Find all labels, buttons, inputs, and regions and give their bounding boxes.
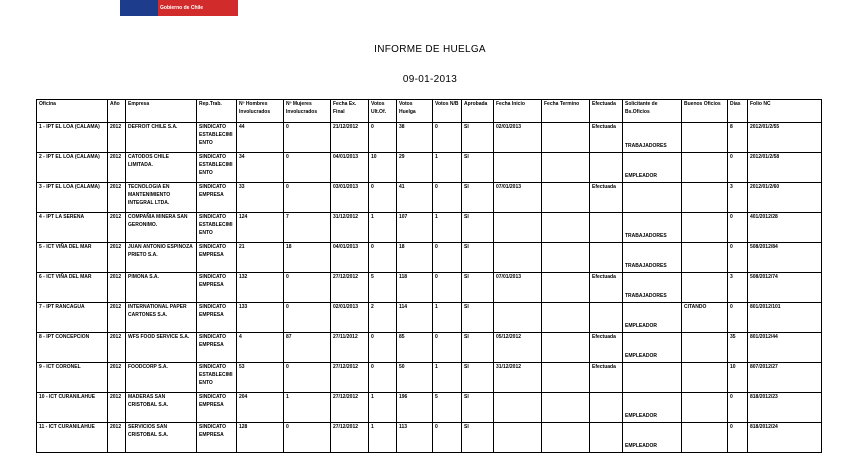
table-cell: 124 [237, 213, 284, 243]
table-cell: WFS FOOD SERVICE S.A. [126, 333, 197, 363]
table-cell: 118 [397, 273, 433, 303]
table-cell: 0 [284, 273, 331, 303]
table-cell [623, 183, 682, 213]
table-cell: SINDICATO EMPRESA [197, 243, 237, 273]
table-cell [542, 303, 590, 333]
column-header: Folio NC [748, 100, 822, 123]
table-cell: 33 [237, 183, 284, 213]
table-cell: 0 [728, 213, 748, 243]
table-cell: SI [462, 183, 494, 213]
table-cell: 31/12/2012 [494, 363, 542, 393]
table-cell: 0 [284, 423, 331, 453]
column-header: Solicitante de Bs.Oficios [623, 100, 682, 123]
table-cell [682, 423, 728, 453]
table-cell [682, 243, 728, 273]
table-cell: 0 [369, 123, 397, 153]
table-cell: SI [462, 423, 494, 453]
column-header: Año [108, 100, 126, 123]
table-cell [682, 183, 728, 213]
table-cell: 2012 [108, 183, 126, 213]
table-cell: 44 [237, 123, 284, 153]
table-cell [542, 363, 590, 393]
table-cell: 0 [433, 123, 462, 153]
table-cell [542, 423, 590, 453]
column-header: Votos Ult.Of. [369, 100, 397, 123]
table-cell [494, 243, 542, 273]
table-cell: 38 [397, 123, 433, 153]
table-row [37, 363, 822, 393]
table-cell: 401/2012/28 [748, 213, 822, 243]
table-cell: 1 [284, 393, 331, 423]
table-cell: SINDICATO EMPRESA [197, 423, 237, 453]
table-cell: 10 [728, 363, 748, 393]
table-row [37, 303, 822, 333]
table-cell: 18 [397, 243, 433, 273]
table-cell: SI [462, 123, 494, 153]
table-cell: SINDICATO EMPRESA [197, 273, 237, 303]
column-header: Oficina [37, 100, 108, 123]
table-cell: 5 - ICT VIÑA DEL MAR [37, 243, 108, 273]
table-cell: TRABAJADORES [623, 123, 682, 153]
table-cell: SERVICIOS SAN CRISTOBAL S.A. [126, 423, 197, 453]
table-cell: 508/2012/74 [748, 273, 822, 303]
table-row [37, 273, 822, 303]
table-cell: 3 - IPT EL LOA (CALAMA) [37, 183, 108, 213]
table-cell [590, 153, 623, 183]
table-cell: 807/2012/27 [748, 363, 822, 393]
table-cell: 128 [237, 423, 284, 453]
table-cell [590, 393, 623, 423]
table-cell: JUAN ANTONIO ESPINOZA PRIETO S.A. [126, 243, 197, 273]
table-cell: 801/2012/44 [748, 333, 822, 363]
table-cell: MADERAS SAN CRISTOBAL S.A. [126, 393, 197, 423]
table-cell: 04/01/2013 [331, 243, 369, 273]
table-cell: 27/12/2012 [331, 363, 369, 393]
table-cell: 0 [433, 183, 462, 213]
logo-text: Gobierno de Chile [160, 5, 204, 11]
table-cell: 02/01/2013 [331, 303, 369, 333]
table-cell: 8 - IPT CONCEPCION [37, 333, 108, 363]
table-cell: Efectuada [590, 273, 623, 303]
table-cell: 0 [433, 423, 462, 453]
table-cell [542, 393, 590, 423]
table-cell: 1 [433, 153, 462, 183]
table-row [37, 423, 822, 453]
column-header: Votos Huelga [397, 100, 433, 123]
table-cell: 2 - IPT EL LOA (CALAMA) [37, 153, 108, 183]
table-cell: 0 [284, 153, 331, 183]
table-cell: Efectuada [590, 183, 623, 213]
table-cell: 2012 [108, 153, 126, 183]
table-cell: 1 [433, 363, 462, 393]
table-cell: Efectuada [590, 363, 623, 393]
table-cell: 0 [728, 303, 748, 333]
table-cell: CATODOS CHILE LIMITADA. [126, 153, 197, 183]
table-cell [590, 303, 623, 333]
table-cell [682, 153, 728, 183]
table-cell: EMPLEADOR [623, 303, 682, 333]
table-cell: 0 [284, 183, 331, 213]
column-header: Fecha Inicio [494, 100, 542, 123]
table-cell [542, 213, 590, 243]
table-cell [682, 363, 728, 393]
table-cell [542, 333, 590, 363]
table-cell: 0 [369, 363, 397, 393]
table-cell [682, 333, 728, 363]
table-row [37, 243, 822, 273]
table-cell: 34 [237, 153, 284, 183]
table-cell: 21 [237, 243, 284, 273]
table-cell [590, 243, 623, 273]
table-header [37, 100, 822, 123]
table-cell: 2012/01/2/60 [748, 183, 822, 213]
strike-report-table [36, 99, 822, 453]
table-cell: 801/2012/101 [748, 303, 822, 333]
table-cell [590, 213, 623, 243]
table-cell: 1 [433, 303, 462, 333]
table-cell: 0 [369, 183, 397, 213]
table-cell: 0 [433, 243, 462, 273]
table-cell: EMPLEADOR [623, 153, 682, 183]
table-cell: TRABAJADORES [623, 273, 682, 303]
table-cell: 2012/01/2/58 [748, 153, 822, 183]
table-cell: 0 [284, 363, 331, 393]
table-cell: 9 - ICT CORONEL [37, 363, 108, 393]
table-cell: 0 [284, 123, 331, 153]
table-cell: 3 [728, 183, 748, 213]
table-cell [682, 213, 728, 243]
table-cell: 11 - ICT CURANILAHUE [37, 423, 108, 453]
table-cell: 27/12/2012 [331, 273, 369, 303]
table-cell: 05/12/2012 [494, 333, 542, 363]
table-cell [542, 183, 590, 213]
column-header: Nº Hombres Involucrados [237, 100, 284, 123]
table-cell: 10 [369, 153, 397, 183]
table-cell [542, 273, 590, 303]
table-cell: 818/2012/23 [748, 393, 822, 423]
table-cell: 114 [397, 303, 433, 333]
table-cell: 02/01/2013 [494, 123, 542, 153]
column-header: Rep.Trab. [197, 100, 237, 123]
table-cell: 0 [433, 333, 462, 363]
table-cell: 2012 [108, 333, 126, 363]
column-header: Fecha Ex. Final [331, 100, 369, 123]
table-cell: 10 - ICT CURANILAHUE [37, 393, 108, 423]
table-cell: SINDICATO ESTABLECIMIENTO [197, 213, 237, 243]
table-cell: 31/12/2012 [331, 213, 369, 243]
table-cell: SINDICATO EMPRESA [197, 333, 237, 363]
table-cell: FOODCORP S.A. [126, 363, 197, 393]
column-header: Buenos Oficios [682, 100, 728, 123]
table-cell: 2012 [108, 213, 126, 243]
table-cell: COMPAÑIA MINERA SAN GERONIMO. [126, 213, 197, 243]
table-cell: 2012 [108, 363, 126, 393]
table-cell: 5 [433, 393, 462, 423]
table-cell: 87 [284, 333, 331, 363]
table-cell: CITANDO [682, 303, 728, 333]
table-cell: PIMONA S.A. [126, 273, 197, 303]
table-row [37, 183, 822, 213]
table-cell [682, 123, 728, 153]
table-cell: 2012 [108, 123, 126, 153]
table-cell: 2012 [108, 273, 126, 303]
table-body [37, 123, 822, 453]
column-header: Nº Mujeres Involucrados [284, 100, 331, 123]
column-header: Fecha Termino [542, 100, 590, 123]
table-cell: DEFROIT CHILE S.A. [126, 123, 197, 153]
table-cell [623, 363, 682, 393]
table-cell: EMPLEADOR [623, 393, 682, 423]
table-cell: 35 [728, 333, 748, 363]
table-cell: 6 - ICT VIÑA DEL MAR [37, 273, 108, 303]
table-cell: 1 [369, 423, 397, 453]
table-cell [542, 153, 590, 183]
table-cell: 2012 [108, 393, 126, 423]
table-cell: 2012 [108, 243, 126, 273]
table-cell: 0 [728, 393, 748, 423]
table-cell: 0 [433, 273, 462, 303]
column-header: Aprobada [462, 100, 494, 123]
table-cell: 18 [284, 243, 331, 273]
table-cell: 2 [369, 303, 397, 333]
table-cell: SI [462, 333, 494, 363]
column-header: Empresa [126, 100, 197, 123]
table-cell: EMPLEADOR [623, 333, 682, 363]
table-cell: 0 [369, 243, 397, 273]
table-cell: 4 - IPT LA SERENA [37, 213, 108, 243]
table-cell: 0 [728, 243, 748, 273]
table-cell: 27/11/2012 [331, 333, 369, 363]
report-title: INFORME DE HUELGA [374, 44, 486, 55]
table-cell: 03/01/2013 [331, 183, 369, 213]
table-cell [542, 243, 590, 273]
table-row [37, 213, 822, 243]
table-cell: 85 [397, 333, 433, 363]
table-cell: 21/12/2012 [331, 123, 369, 153]
table-cell: 107 [397, 213, 433, 243]
table-row [37, 393, 822, 423]
table-cell: 53 [237, 363, 284, 393]
table-cell: 204 [237, 393, 284, 423]
table-cell: 818/2012/24 [748, 423, 822, 453]
table-cell [682, 393, 728, 423]
column-header: Días [728, 100, 748, 123]
table-cell: 1 [369, 213, 397, 243]
table-cell: 2012 [108, 303, 126, 333]
table-cell: 3 [728, 273, 748, 303]
table-cell [494, 423, 542, 453]
table-cell: Efectuada [590, 333, 623, 363]
table-row [37, 123, 822, 153]
table-cell: 07/01/2013 [494, 183, 542, 213]
header-row [37, 100, 822, 123]
table-cell: SI [462, 243, 494, 273]
table-cell: 132 [237, 273, 284, 303]
table-cell: 196 [397, 393, 433, 423]
table-cell [494, 393, 542, 423]
table-cell: 2012 [108, 423, 126, 453]
table-row [37, 333, 822, 363]
table-cell: SINDICATO EMPRESA [197, 393, 237, 423]
table-cell: 07/01/2013 [494, 273, 542, 303]
table-cell [542, 123, 590, 153]
table-cell: SI [462, 393, 494, 423]
table-cell: SI [462, 363, 494, 393]
table-cell: TECNOLOGIA EN MANTENIMIENTO INTEGRAL LTDA. [126, 183, 197, 213]
table-cell: Efectuada [590, 123, 623, 153]
logo-blue-block [120, 0, 158, 16]
table-cell: SINDICATO ESTABLECIMIENTO [197, 363, 237, 393]
table-cell: EMPLEADOR [623, 423, 682, 453]
table-cell: 508/2012/84 [748, 243, 822, 273]
table-cell: SINDICATO EMPRESA [197, 303, 237, 333]
table-cell [494, 213, 542, 243]
table-cell: TRABAJADORES [623, 213, 682, 243]
table-cell: SI [462, 273, 494, 303]
table-cell: 1 [369, 393, 397, 423]
table-cell: 0 [284, 303, 331, 333]
table-cell: SINDICATO ESTABLECIMIENTO [197, 123, 237, 153]
table-cell: 1 - IPT EL LOA (CALAMA) [37, 123, 108, 153]
table-cell [590, 423, 623, 453]
table-cell: INTERNATIONAL PAPER CARTONES S.A. [126, 303, 197, 333]
table-cell: 7 [284, 213, 331, 243]
table-cell [494, 303, 542, 333]
table-cell: 50 [397, 363, 433, 393]
table-cell: 5 [369, 273, 397, 303]
table-cell: SI [462, 303, 494, 333]
table-cell: 27/12/2012 [331, 393, 369, 423]
table-cell: 7 - IPT RANCAGUA [37, 303, 108, 333]
table-cell: 27/12/2012 [331, 423, 369, 453]
table-cell: 4 [237, 333, 284, 363]
table-cell [682, 273, 728, 303]
table-cell: SI [462, 213, 494, 243]
gobierno-logo [120, 0, 238, 16]
table-cell: TRABAJADORES [623, 243, 682, 273]
table-row [37, 153, 822, 183]
table-cell: 0 [728, 153, 748, 183]
table-cell: 0 [728, 423, 748, 453]
table-cell: 113 [397, 423, 433, 453]
table-cell: 133 [237, 303, 284, 333]
table-cell: 2012/01/2/55 [748, 123, 822, 153]
column-header: Efectuada [590, 100, 623, 123]
table-cell: 41 [397, 183, 433, 213]
report-date: 09-01-2013 [402, 74, 458, 85]
column-header: Votos N/B [433, 100, 462, 123]
table-cell: SINDICATO ESTABLECIMIENTO [197, 153, 237, 183]
table-cell: 29 [397, 153, 433, 183]
table-cell: 0 [369, 333, 397, 363]
table-cell: 1 [433, 213, 462, 243]
table-cell: 04/01/2013 [331, 153, 369, 183]
table-cell: SI [462, 153, 494, 183]
table-cell: SINDICATO EMPRESA [197, 183, 237, 213]
table-cell [494, 153, 542, 183]
table-cell: 8 [728, 123, 748, 153]
